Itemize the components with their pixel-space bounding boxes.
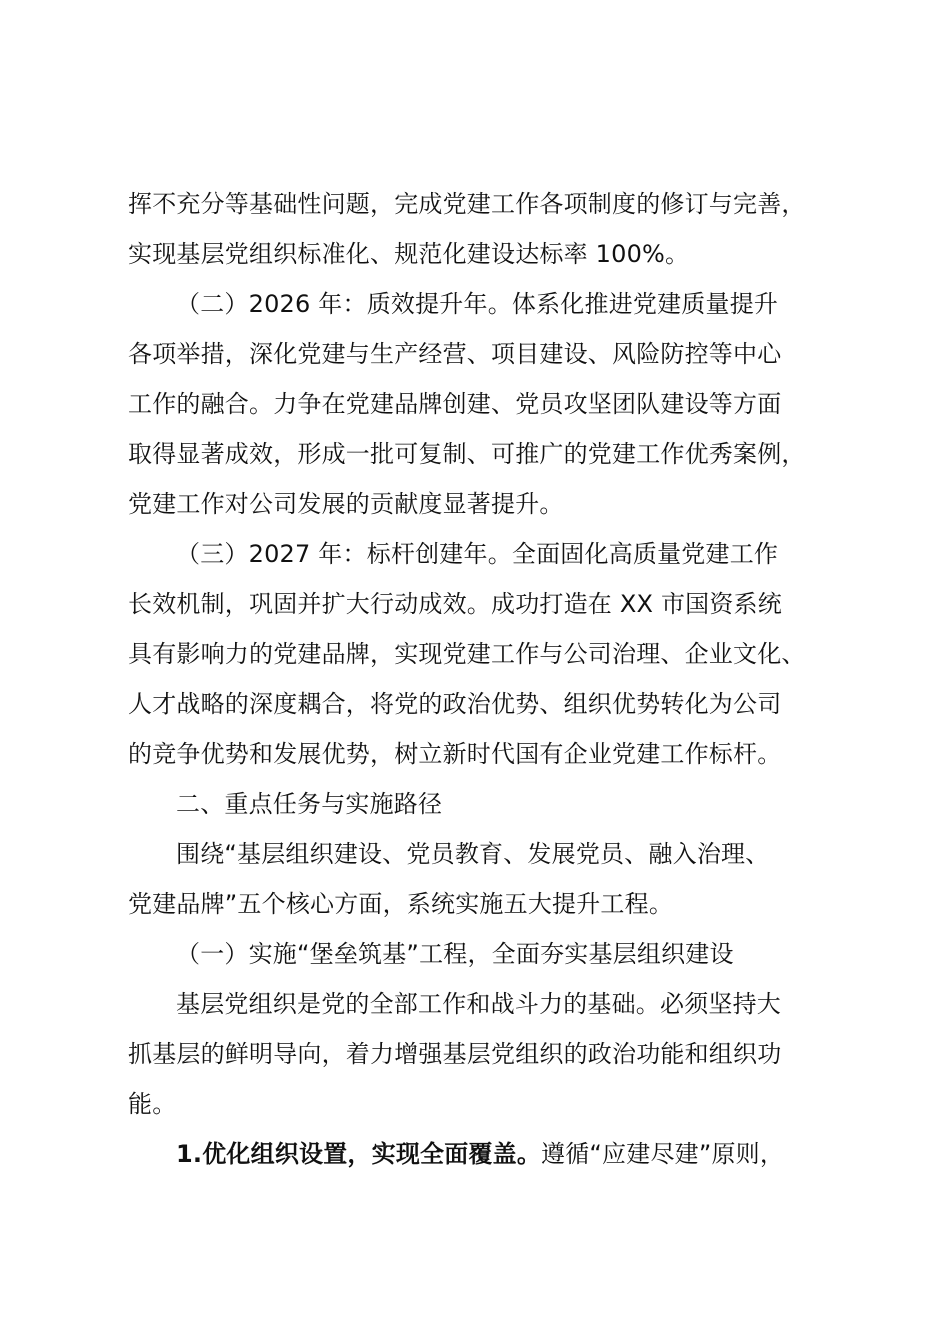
item-text: 遵循“应建尽建”原则， bbox=[541, 1140, 785, 1168]
section-paragraph-2026: （二）2026 年：质效提升年。体系化推进党建质量提升 bbox=[176, 290, 779, 318]
text-line: 党建工作对公司发展的贡献度显著提升。 bbox=[128, 490, 564, 518]
text-line: 实现基层党组织标准化、规范化建设达标率 100%。 bbox=[128, 240, 690, 268]
text-line: 党建品牌”五个核心方面，系统实施五大提升工程。 bbox=[128, 890, 674, 918]
text-line: 工作的融合。力争在党建品牌创建、党员攻坚团队建设等方面 bbox=[128, 390, 782, 418]
text-line: 具有影响力的党建品牌，实现党建工作与公司治理、企业文化、 bbox=[128, 640, 806, 668]
text-line: 抓基层的鲜明导向，着力增强基层党组织的政治功能和组织功 bbox=[128, 1040, 782, 1068]
text-line: 长效机制，巩固并扩大行动成效。成功打造在 XX 市国资系统 bbox=[128, 590, 782, 618]
intro-paragraph: 围绕“基层组织建设、党员教育、发展党员、融入治理、 bbox=[176, 840, 770, 868]
text-line: 挥不充分等基础性问题，完成党建工作各项制度的修订与完善， bbox=[128, 190, 806, 218]
text-line: 各项举措，深化党建与生产经营、项目建设、风险防控等中心 bbox=[128, 340, 782, 368]
section-paragraph-2027: （三）2027 年：标杆创建年。全面固化高质量党建工作 bbox=[176, 540, 779, 568]
body-paragraph: 基层党组织是党的全部工作和战斗力的基础。必须坚持大 bbox=[176, 990, 781, 1018]
section-heading: 二、重点任务与实施路径 bbox=[176, 790, 443, 818]
text-line: 人才战略的深度耦合，将党的政治优势、组织优势转化为公司 bbox=[128, 690, 782, 718]
text-line: 取得显著成效，形成一批可复制、可推广的党建工作优秀案例， bbox=[128, 440, 806, 468]
text-line: 能。 bbox=[128, 1090, 177, 1118]
text-line: 的竞争优势和发展优势，树立新时代国有企业党建工作标杆。 bbox=[128, 740, 782, 768]
item-paragraph bbox=[176, 1139, 784, 1169]
item-title: 1.优化组织设置，实现全面覆盖。 bbox=[176, 1140, 542, 1168]
subsection-heading: （一）实施“堡垒筑基”工程，全面夯实基层组织建设 bbox=[176, 940, 734, 968]
